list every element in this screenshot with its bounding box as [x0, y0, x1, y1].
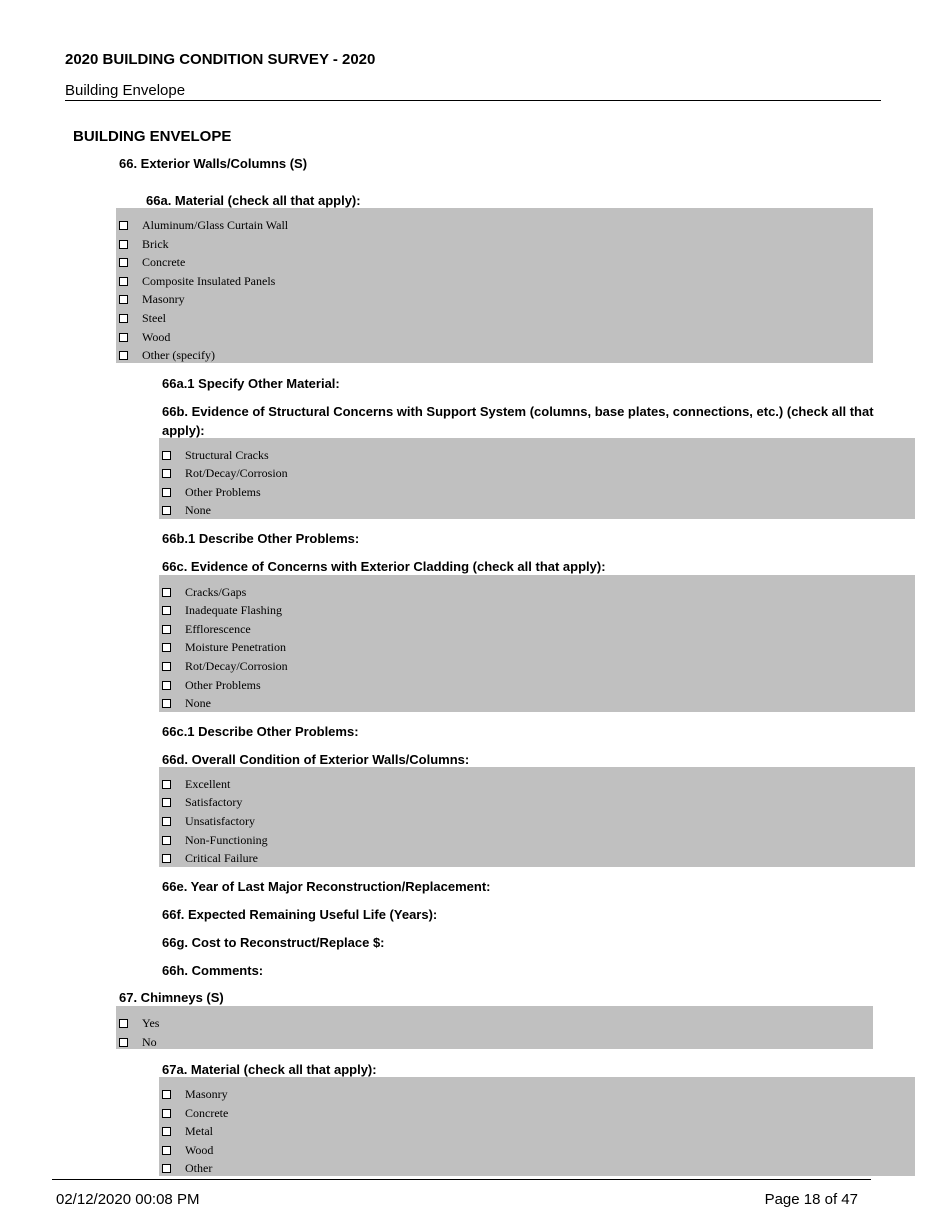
checkbox[interactable]	[162, 836, 171, 845]
question-66h-label: 66h. Comments:	[162, 963, 264, 978]
option-inadequate-flashing[interactable]: Inadequate Flashing	[159, 601, 915, 619]
option-other-specify[interactable]: Other (specify)	[116, 346, 873, 364]
checkbox[interactable]	[162, 1127, 171, 1136]
checkbox[interactable]	[162, 451, 171, 460]
question-66g-label: 66g. Cost to Reconstruct/Replace $:	[162, 935, 385, 950]
checkbox[interactable]	[119, 1019, 128, 1028]
section-subtitle: Building Envelope	[65, 82, 186, 99]
checkbox[interactable]	[162, 1146, 171, 1155]
checkbox[interactable]	[162, 699, 171, 708]
option-cracks-gaps[interactable]: Cracks/Gaps	[159, 583, 915, 601]
options-67a	[159, 1077, 915, 1176]
footer-page-number: Page 18 of 47	[764, 1191, 858, 1208]
checkbox[interactable]	[162, 1109, 171, 1118]
option-rot-decay-corrosion[interactable]: Rot/Decay/Corrosion	[159, 464, 915, 482]
checkbox[interactable]	[119, 277, 128, 286]
checkbox[interactable]	[119, 258, 128, 267]
checkbox[interactable]	[162, 488, 171, 497]
checkbox[interactable]	[119, 314, 128, 323]
options-66d	[159, 767, 915, 867]
option-rot-decay-corrosion[interactable]: Rot/Decay/Corrosion	[159, 657, 915, 675]
options-67	[116, 1006, 873, 1049]
checkbox[interactable]	[162, 625, 171, 634]
question-66-label: 66. Exterior Walls/Columns (S)	[119, 156, 308, 171]
question-67a-label: 67a. Material (check all that apply):	[162, 1062, 377, 1077]
question-66c1-label: 66c.1 Describe Other Problems:	[162, 724, 359, 739]
option-efflorescence[interactable]: Efflorescence	[159, 620, 915, 638]
checkbox[interactable]	[119, 240, 128, 249]
option-critical-failure[interactable]: Critical Failure	[159, 849, 915, 867]
option-unsatisfactory[interactable]: Unsatisfactory	[159, 812, 915, 830]
checkbox[interactable]	[162, 662, 171, 671]
option-excellent[interactable]: Excellent	[159, 775, 915, 793]
options-66a	[116, 208, 873, 363]
checkbox[interactable]	[119, 295, 128, 304]
option-no[interactable]: No	[116, 1033, 873, 1051]
footer-timestamp: 02/12/2020 00:08 PM	[56, 1191, 200, 1208]
section-heading: BUILDING ENVELOPE	[73, 128, 232, 145]
options-66c	[159, 575, 915, 712]
option-concrete[interactable]: Concrete	[159, 1104, 915, 1122]
option-wood[interactable]: Wood	[159, 1141, 915, 1159]
question-66e-label: 66e. Year of Last Major Reconstruction/Replacement:	[162, 879, 491, 894]
option-satisfactory[interactable]: Satisfactory	[159, 793, 915, 811]
checkbox[interactable]	[162, 469, 171, 478]
checkbox[interactable]	[162, 817, 171, 826]
question-67-label: 67. Chimneys (S)	[119, 990, 224, 1005]
option-steel[interactable]: Steel	[116, 309, 873, 327]
checkbox[interactable]	[162, 588, 171, 597]
question-66f-label: 66f. Expected Remaining Useful Life (Years):	[162, 907, 438, 922]
option-aluminum-glass-curtain-wall[interactable]: Aluminum/Glass Curtain Wall	[116, 216, 873, 234]
option-none[interactable]: None	[159, 694, 915, 712]
checkbox[interactable]	[162, 606, 171, 615]
option-yes[interactable]: Yes	[116, 1014, 873, 1032]
checkbox[interactable]	[162, 854, 171, 863]
question-66a-label: 66a. Material (check all that apply):	[146, 193, 361, 208]
footer-divider	[52, 1179, 871, 1180]
checkbox[interactable]	[119, 1038, 128, 1047]
option-other-problems[interactable]: Other Problems	[159, 483, 915, 501]
question-66b1-label: 66b.1 Describe Other Problems:	[162, 531, 360, 546]
survey-title: 2020 BUILDING CONDITION SURVEY - 2020	[65, 51, 376, 68]
checkbox[interactable]	[162, 506, 171, 515]
question-66c-label: 66c. Evidence of Concerns with Exterior Cladding (check all that apply):	[162, 559, 606, 574]
option-other[interactable]: Other	[159, 1159, 915, 1177]
header-divider	[65, 100, 881, 101]
checkbox[interactable]	[162, 643, 171, 652]
option-metal[interactable]: Metal	[159, 1122, 915, 1140]
option-none[interactable]: None	[159, 501, 915, 519]
options-66b	[159, 438, 915, 519]
option-masonry[interactable]: Masonry	[116, 290, 873, 308]
checkbox[interactable]	[162, 1164, 171, 1173]
option-composite-insulated-panels[interactable]: Composite Insulated Panels	[116, 272, 873, 290]
question-66b-label: 66b. Evidence of Structural Concerns with Support System (columns, base plates, connections, etc.) (check all that apply):	[162, 404, 874, 438]
checkbox[interactable]	[162, 780, 171, 789]
question-66d-label: 66d. Overall Condition of Exterior Walls/Columns:	[162, 752, 470, 767]
option-brick[interactable]: Brick	[116, 235, 873, 253]
option-non-functioning[interactable]: Non-Functioning	[159, 831, 915, 849]
checkbox[interactable]	[119, 333, 128, 342]
checkbox[interactable]	[119, 351, 128, 360]
option-wood[interactable]: Wood	[116, 328, 873, 346]
question-66a1-label: 66a.1 Specify Other Material:	[162, 376, 340, 391]
option-other-problems[interactable]: Other Problems	[159, 676, 915, 694]
checkbox[interactable]	[162, 1090, 171, 1099]
checkbox[interactable]	[162, 798, 171, 807]
option-concrete[interactable]: Concrete	[116, 253, 873, 271]
option-structural-cracks[interactable]: Structural Cracks	[159, 446, 915, 464]
checkbox[interactable]	[162, 681, 171, 690]
checkbox[interactable]	[119, 221, 128, 230]
option-masonry[interactable]: Masonry	[159, 1085, 915, 1103]
option-moisture-penetration[interactable]: Moisture Penetration	[159, 638, 915, 656]
